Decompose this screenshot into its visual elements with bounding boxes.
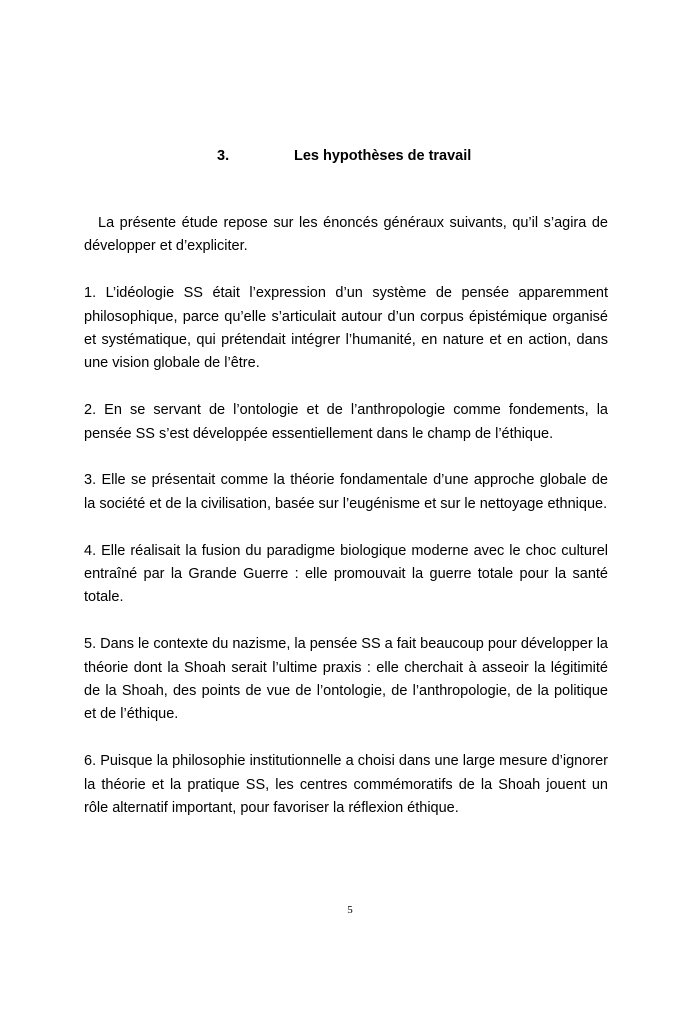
section-number: 3. [217,148,230,164]
section-title: Les hypothèses de travail [294,148,472,164]
hypothesis-paragraph: 5. Dans le contexte du nazisme, la pensée SS a fait beaucoup pour développer la théorie dont la Shoah serait l’ultime praxis : elle cherchait à asseoir la légitimité de la Shoah, des points de vue de l’ontologie, de l’anthropologie, de la politique et de l’éthique. [84,636,608,723]
intro-paragraph: La présente étude repose sur les énoncés généraux suivants, qu’il s’agira de développer et d’expliciter. [84,215,608,255]
hypothesis-paragraph: 2. En se servant de l’ontologie et de l’anthropologie comme fondements, la pensée SS s’est développée essentiellement dans le champ de l’éthique. [84,402,608,442]
body-text [84,212,608,844]
hypothesis-paragraph: 4. Elle réalisait la fusion du paradigme biologique moderne avec le choc culturel entraîné par la Grande Guerre : elle promouvait la guerre totale pour la santé totale. [84,542,608,606]
hypothesis-paragraph: 1. L’idéologie SS était l’expression d’un système de pensée apparemment philosophique, parce qu’elle s’articulait autour d’un corpus épistémique organisé et systématique, qui prétendait intégrer l’humanité, en nature et en action, dans une vision globale de l’être. [84,285,608,372]
page-number: 5 [347,904,353,916]
hypothesis-paragraph: 3. Elle se présentait comme la théorie fondamentale d’une approche globale de la société et de la civilisation, basée sur l’eugénisme et sur le nettoyage ethnique. [84,472,608,512]
hypothesis-paragraph: 6. Puisque la philosophie institutionnelle a choisi dans une large mesure d’ignorer la théorie et la pratique SS, les centres commémoratifs de la Shoah jouent un rôle alternatif important, pour favoriser la réflexion éthique. [84,753,608,817]
